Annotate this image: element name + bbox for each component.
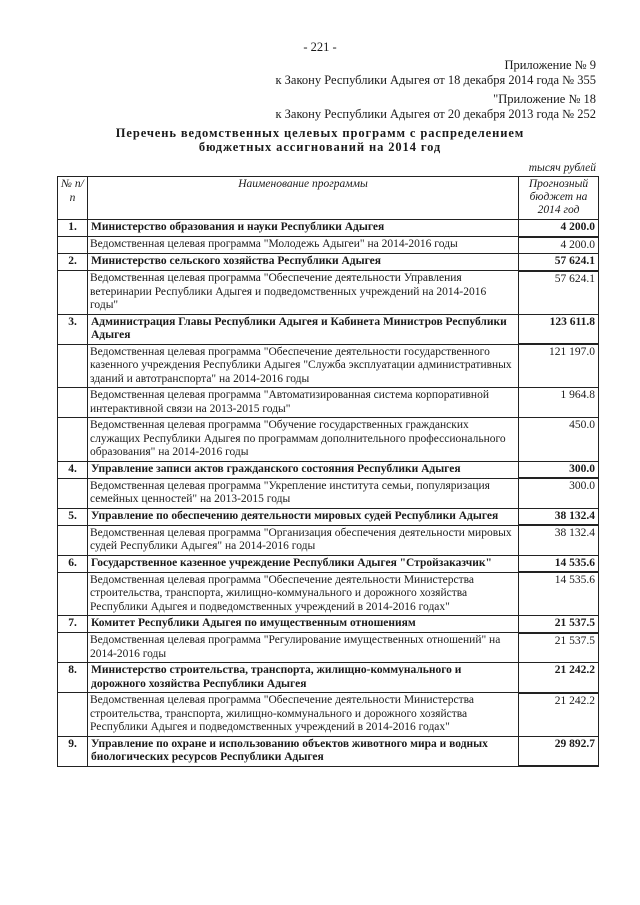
program-name: Министерство сельского хозяйства Республики Адыгея [88, 254, 519, 271]
program-row [58, 693, 599, 737]
row-number [58, 388, 88, 418]
budget-value: 300.0 [519, 478, 599, 508]
program-row [58, 572, 599, 616]
budget-value: 121 197.0 [519, 344, 599, 388]
row-number [58, 478, 88, 508]
document-title [70, 126, 570, 154]
program-name: Комитет Республики Адыгея по имущественным отношениям [88, 616, 519, 633]
row-number: 3. [58, 314, 88, 344]
row-number: 9. [58, 736, 88, 766]
agency-row [58, 220, 599, 237]
budget-value: 38 132.4 [519, 525, 599, 555]
appendix-line-2: к Закону Республики Адыгея от 18 декабря 2014 года № 355 [275, 73, 596, 87]
table-body [58, 220, 599, 767]
program-name: Ведомственная целевая программа "Обеспечение деятельности государственного казенного учреждения Республики Адыгея "Служба эксплуатации административных зданий и автотранспорта" на 2014-2016 годы [88, 344, 519, 388]
program-name: Управление записи актов гражданского состояния Республики Адыгея [88, 461, 519, 478]
program-name: Ведомственная целевая программа "Обеспечение деятельности Управления ветеринарии Республики Адыгея и подведомственных учреждений на 2014-2016 годы" [88, 271, 519, 315]
units-label: тысяч рублей [528, 162, 596, 174]
program-name: Государственное казенное учреждение Республики Адыгея "Стройзаказчик" [88, 555, 519, 572]
budget-value: 57 624.1 [519, 271, 599, 315]
header-budget: Прогнозный бюджет на 2014 год [519, 177, 599, 220]
header-program-name: Наименование программы [88, 177, 519, 220]
program-name: Ведомственная целевая программа "Молодежь Адыгеи" на 2014-2016 годы [88, 237, 519, 254]
budget-value: 1 964.8 [519, 388, 599, 418]
header-number: № п/п [58, 177, 88, 220]
budget-value: 21 537.5 [519, 616, 599, 633]
program-row [58, 344, 599, 388]
row-number [58, 633, 88, 663]
budget-value: 29 892.7 [519, 736, 599, 766]
budget-value: 14 535.6 [519, 572, 599, 616]
agency-row [58, 461, 599, 478]
row-number [58, 572, 88, 616]
program-name: Ведомственная целевая программа "Организация обеспечения деятельности мировых судей Республики Адыгея" на 2014-2016 годы [88, 525, 519, 555]
row-number: 1. [58, 220, 88, 237]
budget-value: 300.0 [519, 461, 599, 478]
row-number [58, 271, 88, 315]
page-number: - 221 - [303, 40, 337, 54]
appendix-line-1: Приложение № 9 [504, 58, 596, 72]
row-number [58, 693, 88, 737]
program-name: Ведомственная целевая программа "Обеспечение деятельности Министерства строительства, транспорта, жилищно-коммунального и дорожного хозяйства Республики Адыгея и подведомственных учреждений в 2014-2016 годах" [88, 693, 519, 737]
budget-value: 4 200.0 [519, 237, 599, 254]
row-number: 6. [58, 555, 88, 572]
program-name: Администрация Главы Республики Адыгея и Кабинета Министров Республики Адыгея [88, 314, 519, 344]
budget-value: 450.0 [519, 418, 599, 462]
program-name: Управление по охране и использованию объектов животного мира и водных биологических ресурсов Республики Адыгея [88, 736, 519, 766]
row-number [58, 237, 88, 254]
program-row [58, 418, 599, 462]
agency-row [58, 508, 599, 525]
budget-value: 21 537.5 [519, 633, 599, 663]
program-name: Ведомственная целевая программа "Укрепление института семьи, популяризация семейных ценностей" на 2013-2015 годы [88, 478, 519, 508]
row-number: 5. [58, 508, 88, 525]
budget-value: 21 242.2 [519, 663, 599, 693]
row-number: 4. [58, 461, 88, 478]
budget-value: 4 200.0 [519, 220, 599, 237]
budget-value: 38 132.4 [519, 508, 599, 525]
row-number [58, 525, 88, 555]
program-row [58, 237, 599, 254]
title-line-1: Перечень ведомственных целевых программ с распределением [115, 126, 525, 140]
agency-row [58, 663, 599, 693]
program-name: Министерство строительства, транспорта, жилищно-коммунального и дорожного хозяйства Республики Адыгея [88, 663, 519, 693]
program-name: Ведомственная целевая программа "Автоматизированная система корпоративной интерактивной связи на 2013-2015 годы" [88, 388, 519, 418]
row-number [58, 418, 88, 462]
program-row [58, 478, 599, 508]
appendix-line-3: "Приложение № 18 [493, 92, 596, 106]
agency-row [58, 616, 599, 633]
row-number: 7. [58, 616, 88, 633]
agency-row [58, 736, 599, 766]
row-number [58, 344, 88, 388]
agency-row [58, 254, 599, 271]
program-row [58, 633, 599, 663]
budget-value: 123 611.8 [519, 314, 599, 344]
budget-value: 14 535.6 [519, 555, 599, 572]
program-name: Ведомственная целевая программа "Обеспечение деятельности Министерства строительства, транспорта, жилищно-коммунального и дорожного хозяйства Республики Адыгея и подведомственных учреждений в 2014-2016 годах" [88, 572, 519, 616]
agency-row [58, 314, 599, 344]
program-row [58, 388, 599, 418]
agency-row [58, 555, 599, 572]
program-row [58, 271, 599, 315]
program-name: Ведомственная целевая программа "Регулирование имущественных отношений" на 2014-2016 годы [88, 633, 519, 663]
program-row [58, 525, 599, 555]
programs-table [57, 176, 599, 767]
title-line-2: бюджетных ассигнований на 2014 год [198, 140, 442, 154]
table-header-row [58, 177, 599, 220]
row-number: 2. [58, 254, 88, 271]
program-name: Ведомственная целевая программа "Обучение государственных гражданских служащих Республики Адыгея по программам дополнительного профессионального образования" на 2014-2016 годы [88, 418, 519, 462]
appendix-line-4: к Закону Республики Адыгея от 20 декабря 2013 года № 252 [275, 107, 596, 121]
row-number: 8. [58, 663, 88, 693]
budget-value: 57 624.1 [519, 254, 599, 271]
program-name: Управление по обеспечению деятельности мировых судей Республики Адыгея [88, 508, 519, 525]
program-name: Министерство образования и науки Республики Адыгея [88, 220, 519, 237]
budget-value: 21 242.2 [519, 693, 599, 737]
